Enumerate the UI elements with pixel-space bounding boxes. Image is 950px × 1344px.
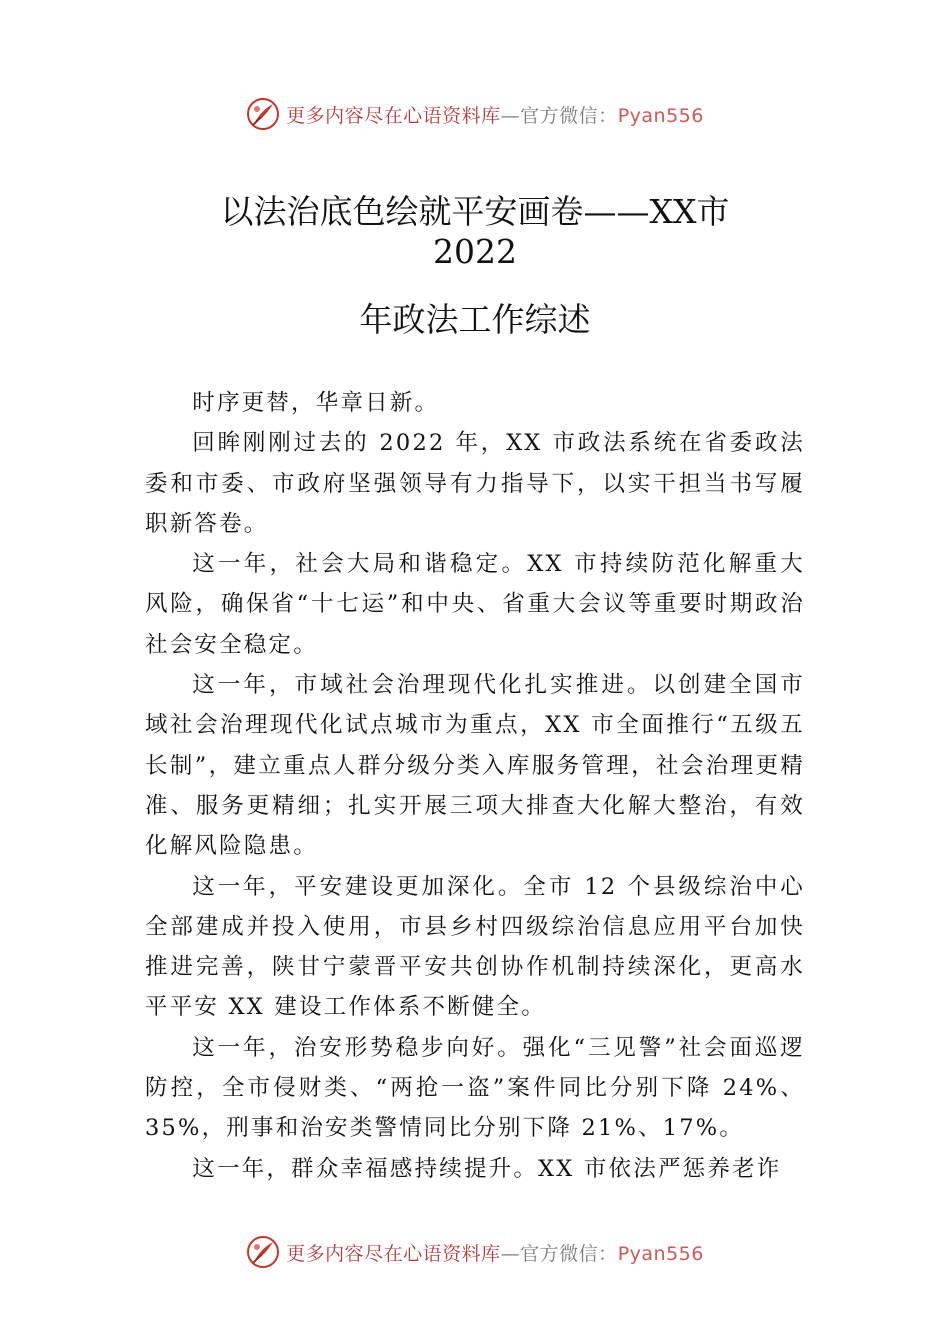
banner-wechat-label: 官方微信：	[520, 104, 618, 127]
banner-separator: —	[500, 104, 521, 127]
banner-text	[286, 101, 704, 128]
body-paragraph: 时序更替，华章日新。	[192, 390, 440, 416]
body-paragraph: 这一年，市域社会治理现代化扎实推进。以创建全国市域社会治理现代化试点城市为重点，XX 市全面推行“五级五长制”，建立重点人群分级分类入库服务管理，社会治理更精准、服务更精细；扎实开展三项大排查大化解大整治，有效化解风险隐患。	[145, 672, 805, 860]
banner-wechat-label: 官方微信：	[520, 1242, 618, 1265]
document-title-line-1: 以法治底色绘就平安画卷——XX市	[220, 192, 730, 231]
footer-banner	[0, 1232, 950, 1272]
banner-main-text: 更多内容尽在心语资料库	[286, 1242, 501, 1265]
header-banner	[0, 94, 950, 134]
body-paragraph: 这一年，社会大局和谐稳定。XX 市持续防范化解重大风险，确保省“十七运”和中央、省重大会议等重要时期政治社会安全稳定。	[145, 551, 805, 658]
quill-pen-logo-icon	[246, 1235, 280, 1269]
document-title-line-2: 2022	[433, 232, 517, 271]
banner-wechat-handle: Pyan556	[617, 1242, 704, 1265]
body-paragraph: 这一年，治安形势稳步向好。强化“三见警”社会面巡逻防控，全市侵财类、“两抢一盗”案件同比分别下降 24%、35%，刑事和治安类警情同比分别下降 21%、17%。	[145, 1034, 805, 1142]
body-paragraph: 这一年，平安建设更加深化。全市 12 个县级综治中心全部建成并投入使用，市县乡村四级综治信息应用平台加快推进完善，陕甘宁蒙晋平安共创协作机制持续深化，更高水平平安 XX 建设工作体系不断健全。	[145, 873, 805, 1021]
banner-separator: —	[500, 1242, 521, 1265]
body-paragraph: 回眸刚刚过去的 2022 年，XX 市政法系统在省委政法委和市委、市政府坚强领导有力指导下，以实干担当书写履职新答卷。	[145, 430, 805, 537]
banner-main-text: 更多内容尽在心语资料库	[286, 104, 501, 127]
banner-wechat-handle: Pyan556	[617, 104, 704, 127]
document-title-line-3: 年政法工作综述	[359, 300, 591, 339]
document-body	[145, 383, 805, 1189]
banner-text	[286, 1239, 704, 1266]
body-paragraph: 这一年，群众幸福感持续提升。XX 市依法严惩养老诈	[192, 1155, 782, 1182]
quill-pen-logo-icon	[246, 97, 280, 131]
